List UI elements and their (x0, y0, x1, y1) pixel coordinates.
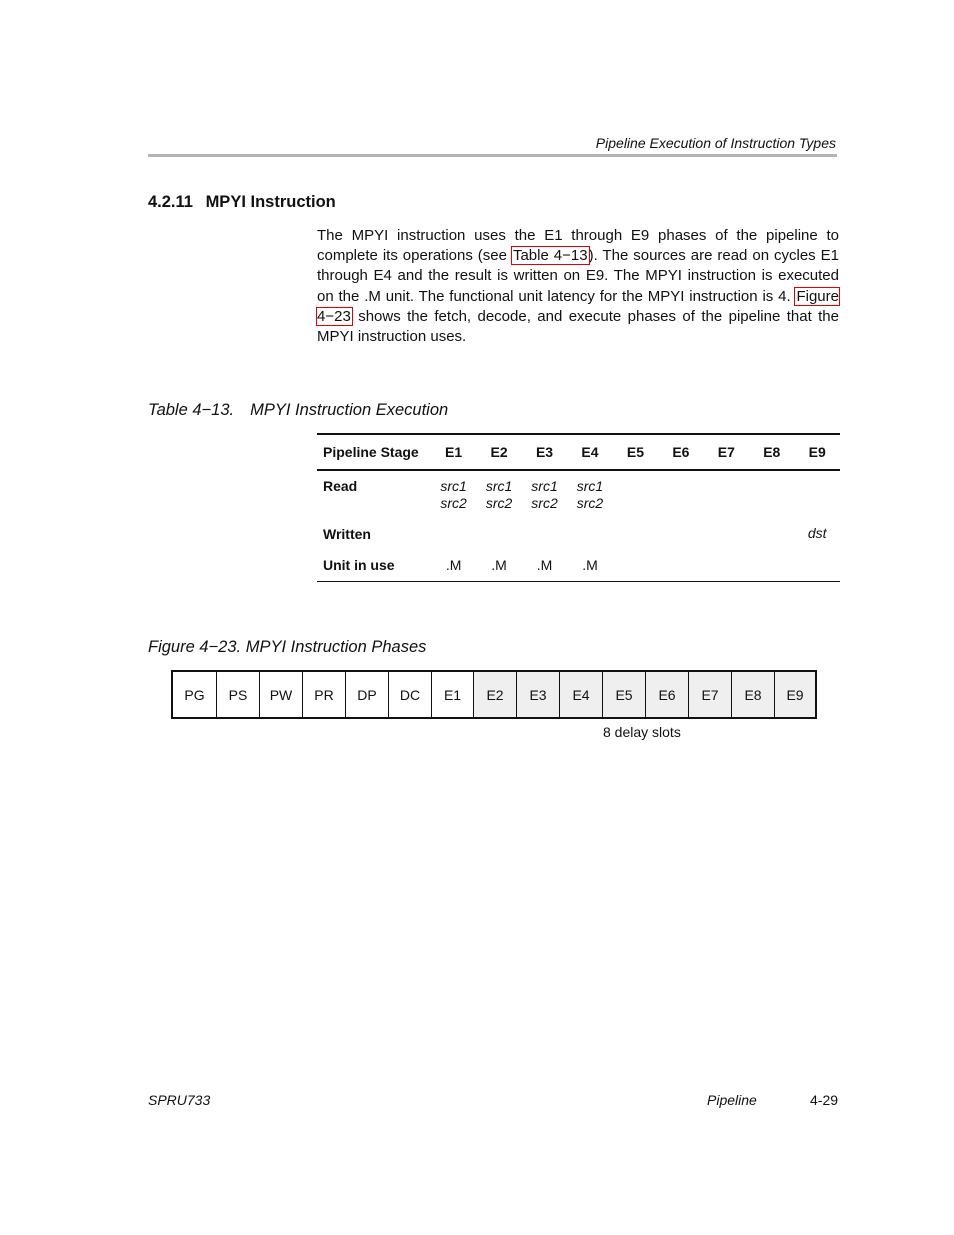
table-caption-number: Table 4−13. (148, 401, 235, 419)
section-heading (148, 193, 336, 212)
table-header-row (317, 435, 840, 469)
table-crossref-link[interactable]: Table 4−13 (512, 247, 588, 265)
header-rule (148, 154, 837, 157)
delay-slots-label: 8 delay slots (603, 724, 681, 740)
delay-slot-phase-box: E4 (559, 672, 602, 717)
section-number: 4.2.11 (148, 193, 193, 211)
header-cell: E1 (445, 444, 463, 460)
header-cell: E2 (490, 444, 508, 460)
table-cell: dst (807, 525, 827, 541)
footer-page-number: 4-29 (810, 1092, 839, 1108)
phase-box: PW (259, 672, 302, 717)
table-cell: .M (536, 556, 553, 573)
phase-strip (171, 670, 817, 719)
phase-box: E1 (431, 672, 473, 717)
paragraph-text-2: ). The sources are read on cycles E1 through E4 and the result is written on E9. The MPYI instruction is executed on the .M unit. The functional unit latency for the MPYI instruction is 4. (317, 247, 839, 305)
table-cell: src1 src2 (440, 477, 467, 511)
paragraph-text-3: shows the fetch, decode, and execute phases of the pipeline that the MPYI instruction uses. (317, 307, 839, 346)
figure-caption-title: MPYI Instruction Phases (245, 638, 427, 656)
table-cell (613, 478, 658, 519)
delay-slot-phase-box: E7 (688, 672, 731, 717)
header-cell: E9 (808, 444, 826, 460)
table-cell (704, 478, 749, 519)
paragraph-text-1: The MPYI instruction uses the E1 through E9 phases of the pipeline to complete its operations (see (317, 227, 839, 265)
phase-box: DC (388, 672, 431, 717)
header-cell: E6 (672, 444, 690, 460)
header-cell: E7 (717, 444, 735, 460)
table-cell: src1 src2 (531, 477, 558, 511)
delay-slot-phase-box: E6 (645, 672, 688, 717)
table-row-read (317, 471, 840, 519)
delay-slot-phase-box: E2 (473, 672, 516, 717)
phase-box: PR (302, 672, 345, 717)
figure-caption (148, 638, 426, 657)
header-cell: E8 (763, 444, 781, 460)
table-cell (658, 478, 703, 519)
table-cell: .M (445, 556, 462, 573)
row-label: Written (323, 525, 371, 542)
table-cell: src1 src2 (576, 477, 604, 511)
header-cell: Pipeline Stage (323, 444, 419, 460)
table-caption-title: MPYI Instruction Execution (250, 401, 449, 419)
table-cell: .M (491, 556, 507, 573)
footer-doc-id: SPRU733 (148, 1092, 211, 1108)
running-header: Pipeline Execution of Instruction Types (595, 135, 836, 151)
table-cell (795, 478, 840, 519)
row-label: Read (323, 477, 358, 494)
table-cell: src1 src2 (485, 477, 513, 511)
header-cell: E5 (626, 444, 644, 460)
table-cell: .M (582, 556, 598, 573)
phase-box: PS (216, 672, 259, 717)
table-bottom-rule (317, 581, 840, 582)
header-cell: E4 (581, 444, 599, 460)
execution-table (317, 433, 840, 582)
delay-slot-phase-box: E3 (516, 672, 559, 717)
delay-slot-phase-box: E9 (774, 672, 815, 717)
table-caption (148, 401, 448, 420)
section-title: MPYI Instruction (205, 193, 336, 211)
table-row-unit (317, 549, 840, 581)
body-paragraph (317, 226, 839, 347)
delay-slot-phase-box: E8 (731, 672, 774, 717)
phase-box: DP (345, 672, 388, 717)
figure-crossref-link[interactable]: Figure 4−23 (317, 287, 839, 325)
table-cell (749, 478, 794, 519)
row-label: Unit in use (323, 556, 395, 573)
phase-box: PG (173, 672, 216, 717)
table-row-written (317, 519, 840, 549)
footer-chapter: Pipeline (707, 1092, 757, 1108)
header-cell: E3 (535, 444, 554, 460)
delay-slot-phase-box: E5 (602, 672, 645, 717)
figure-caption-number: Figure 4−23. (148, 638, 242, 656)
